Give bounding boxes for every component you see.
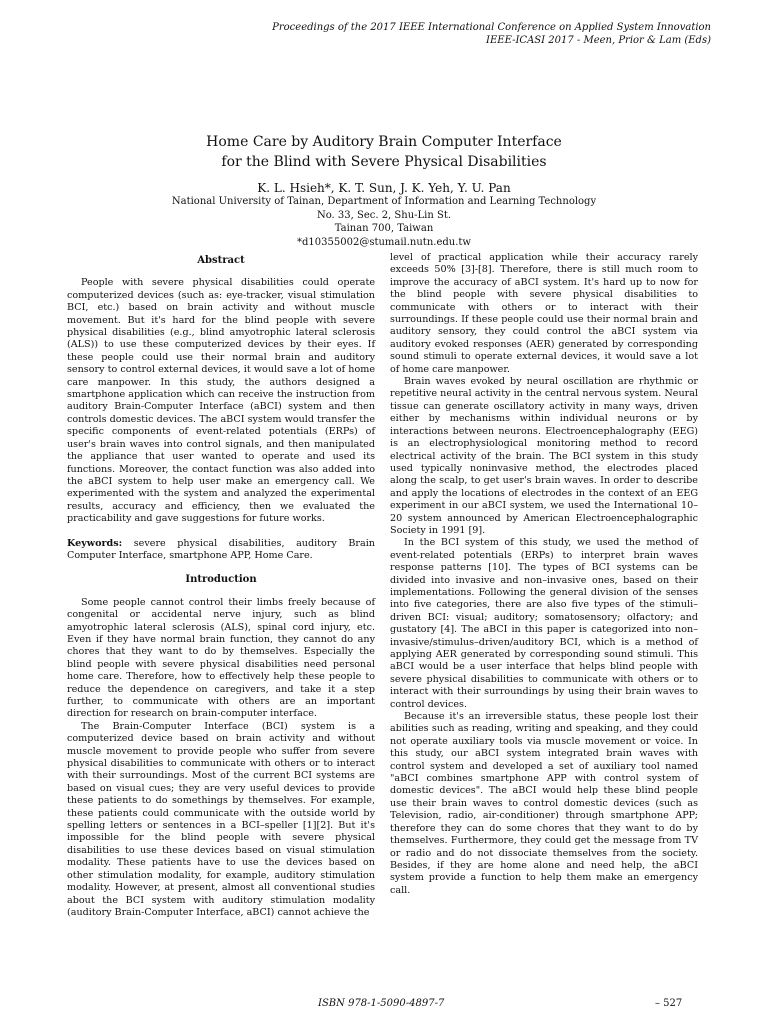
- keywords-text: severe physical disabilities, auditory Brain Computer Interface, smartphone APP, Home Care.: [67, 537, 375, 561]
- abstract-text: People with severe physical disabilities could operate computerized devices (such as: eye-tracker, visual stimulation BCI, etc.) based on brain activity and without muscle movement. But it's hard for the blind people with severe physical disabilities (e.g., blind amyotrophic lateral sclerosis (ALS)) to use these computerized devices by their eyes. If these people could use their normal brain and auditory sensory to control external devices, it would save a lot of home care manpower. In this study, the authors designed a smartphone application which can receive the instruction from auditory Brain-Computer Interface (aBCI) system and then controls domestic devices. The aBCI system would transfer the specific components of event-related potentials (ERPs) of user's brain waves into control signals, and then manipulated the appliance that user wanted to operate and used its functions. Moreover, the contact function was also added into the aBCI system to help user make an emergency call. We experimented with the system and analyzed the experimental results, accuracy and efficiency, then we evaluated the practicability and gave suggestions for future works.: [67, 277, 375, 525]
- conference-header: [272, 21, 711, 47]
- title-line-2: for the Blind with Severe Physical Disabilities: [221, 154, 547, 170]
- affiliation-line-1: National University of Tainan, Department of Information and Learning Technology: [171, 196, 597, 207]
- affiliation-line-2: No. 33, Sec. 2, Shu-Lin St.: [316, 209, 452, 221]
- introduction-heading: Introduction: [185, 574, 257, 586]
- keywords: [67, 538, 375, 563]
- intro-paragraph-3: level of practical application while their accuracy rarely exceeds 50% [3]-[8]. Therefore, there is still much room to improve the accuracy of aBCI system. It's hard up to now for the blind people with severe physical disabilities to communicate with others or to interact with their surroundings. If these people could use their normal brain and auditory sensory, they could control the aBCI system via auditory evoked responses (AER) generated by corresponding sound stimuli to operate external devices, it would save a lot of home care manpower.: [390, 252, 698, 375]
- intro-paragraph-2: The Brain-Computer Interface (BCI) system is a computerized device based on brain activity and without muscle movement to provide people who suffer from severe physical disabilities to communicate with others or to interact with their surroundings. Most of the current BCI systems are based on visual cues; they are very useful devices to provide these patients to do somethings by themselves. For example, these patients could communicate with the outside world by spelling letters or sentences in a BCI–speller [1][2]. But it's impossible for the blind people with severe physical disabilities to use these devices based on visual stimulation modality. These patients have to use the devices based on other stimulation modality, for example, auditory stimulation modality. However, at present, almost all conventional studies about the BCI system with auditory stimulation modality (auditory Brain-Computer Interface, aBCI) cannot achieve the: [67, 720, 375, 918]
- affiliation-email: *d10355002@stumail.nutn.edu.tw: [297, 236, 471, 248]
- intro-paragraph-5: In the BCI system of this study, we used the method of event-related potentials (ERPs) to interpret brain waves response patterns [10]. The types of BCI systems can be divided into invasive and non–invasive ones, based on their implementations. Following the general division of the senses into five categories, there are also five types of the stimuli–driven BCI: visual; auditory; somatosensory; olfactory; and gustatory [4]. The aBCI in this paper is categorized into non–invasive/stimulus–driven/auditory BCI, which is a method of applying AER generated by corresponding sound stimuli. This aBCI would be a user interface that helps blind people with severe physical disabilities to communicate with others or to interact with their surroundings by using their brain waves to control devices.: [390, 537, 698, 710]
- authors: K. L. Hsieh*, K. T. Sun, J. K. Yeh, Y. U. Pan: [257, 181, 511, 195]
- page-number: – 527: [655, 998, 683, 1009]
- affiliation: [0, 195, 768, 249]
- abstract-heading: Abstract: [197, 255, 245, 266]
- isbn: ISBN 978-1-5090-4897-7: [318, 998, 445, 1009]
- intro-paragraph-6: Because it's an irreversible status, these people lost their abilities such as reading, writing and speaking, and they could not operate auxiliary tools via muscle movement or voice. In this study, our aBCI system integrated brain waves with control system and developed a set of auxiliary tool named "aBCI combines smartphone APP with control system of domestic devices". The aBCI would help these blind people use their brain waves to control domestic devices (such as Television, radio, air-conditioner) through smartphone APP; therefore they can do some chores that they want to do by themselves. Furthermore, they could get the message from TV or radio and do not dissociate themselves from the society. Besides, if they are home alone and need help, the aBCI system provide a function to help them make an emergency call.: [390, 711, 698, 896]
- intro-paragraph-1: Some people cannot control their limbs freely because of congenital or accidental nerve injury, such as blind amyotrophic lateral sclerosis (ALS), spinal cord injury, etc. Even if they have normal brain function, they cannot do any chores that they want to do by themselves. Especially the blind people with severe physical disabilities need personal home care. Therefore, how to effectively help these people to reduce the dependence on caregivers, and take it a step further, to communicate with others are an important direction for research on brain-computer interface.: [67, 596, 375, 720]
- title-line-1: Home Care by Auditory Brain Computer Interface: [206, 134, 562, 150]
- paper-title: [0, 132, 768, 172]
- header-line-2: IEEE-ICASI 2017 - Meen, Prior & Lam (Eds): [486, 35, 711, 46]
- affiliation-line-3: Tainan 700, Taiwan: [334, 223, 434, 234]
- header-line-1: Proceedings of the 2017 IEEE International Conference on Applied System Innovation: [272, 22, 711, 33]
- intro-paragraph-4: Brain waves evoked by neural oscillation are rhythmic or repetitive neural activity in the central nervous system. Neural tissue can generate oscillatory activity in many ways, driven either by mechanisms within individual neurons or by interactions between neurons. Electroencephalography (EEG) is an electrophysiological monitoring method to record electrical activity of the brain. The BCI system in this study used typically noninvasive method, the electrodes placed along the scalp, to get user's brain waves. In order to describe and apply the locations of electrodes in the context of an EEG experiment in our aBCI system, we used the International 10–20 system announced by American Electroencephalographic Society in 1991 [9].: [390, 376, 698, 536]
- keywords-label: Keywords:: [67, 537, 123, 549]
- left-column: [67, 255, 375, 919]
- right-column: [390, 252, 698, 897]
